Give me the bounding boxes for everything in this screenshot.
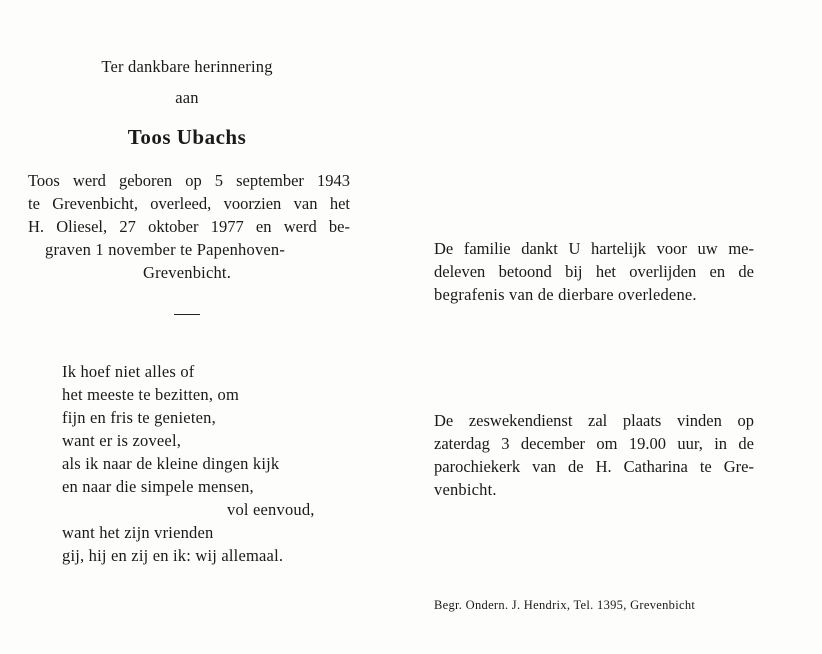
right-page — [410, 0, 822, 654]
bio-line: graven 1 november te Papenhoven- — [45, 240, 286, 259]
poem-line: want het zijn vrienden — [62, 523, 214, 542]
bio-line: Grevenbicht. — [142, 263, 232, 282]
service-line: parochiekerk van de H. Catharina te Gre- — [434, 457, 754, 476]
bio-line: Toos werd geboren op 5 september 1943 — [28, 171, 350, 190]
bio-line: te Grevenbicht, overleed, voorzien van het — [28, 194, 350, 213]
poem-line: vol eenvoud, — [227, 500, 315, 519]
funeral-director-footer: Begr. Ondern. J. Hendrix, Tel. 1395, Grevenbicht — [434, 598, 696, 612]
poem-line: want er is zoveel, — [62, 431, 182, 450]
thanks-line: De familie dankt U hartelijk voor uw me- — [434, 239, 754, 258]
deceased-name: Toos Ubachs — [127, 125, 247, 149]
separator-dash — [174, 314, 200, 315]
poem-line: het meeste te bezitten, om — [62, 385, 240, 404]
dedication-text: Ter dankbare herinnering — [101, 57, 273, 76]
poem-line: en naar die simpele mensen, — [62, 477, 254, 496]
poem-line: als ik naar de kleine dingen kijk — [62, 454, 280, 473]
bio-line: H. Oliesel, 27 oktober 1977 en werd be- — [28, 217, 350, 236]
service-line: De zeswekendienst zal plaats vinden op — [434, 411, 754, 430]
poem-line: fijn en fris te genieten, — [62, 408, 216, 427]
poem-line: Ik hoef niet alles of — [62, 362, 195, 381]
aan-text: aan — [175, 88, 199, 107]
left-page — [0, 0, 390, 654]
service-line: venbicht. — [434, 480, 497, 499]
thanks-line: deleven betoond bij het overlijden en de — [434, 262, 754, 281]
poem-line: gij, hij en zij en ik: wij allemaal. — [62, 546, 284, 565]
thanks-line: begrafenis van de dierbare overledene. — [434, 285, 697, 304]
service-line: zaterdag 3 december om 19.00 uur, in de — [434, 434, 754, 453]
